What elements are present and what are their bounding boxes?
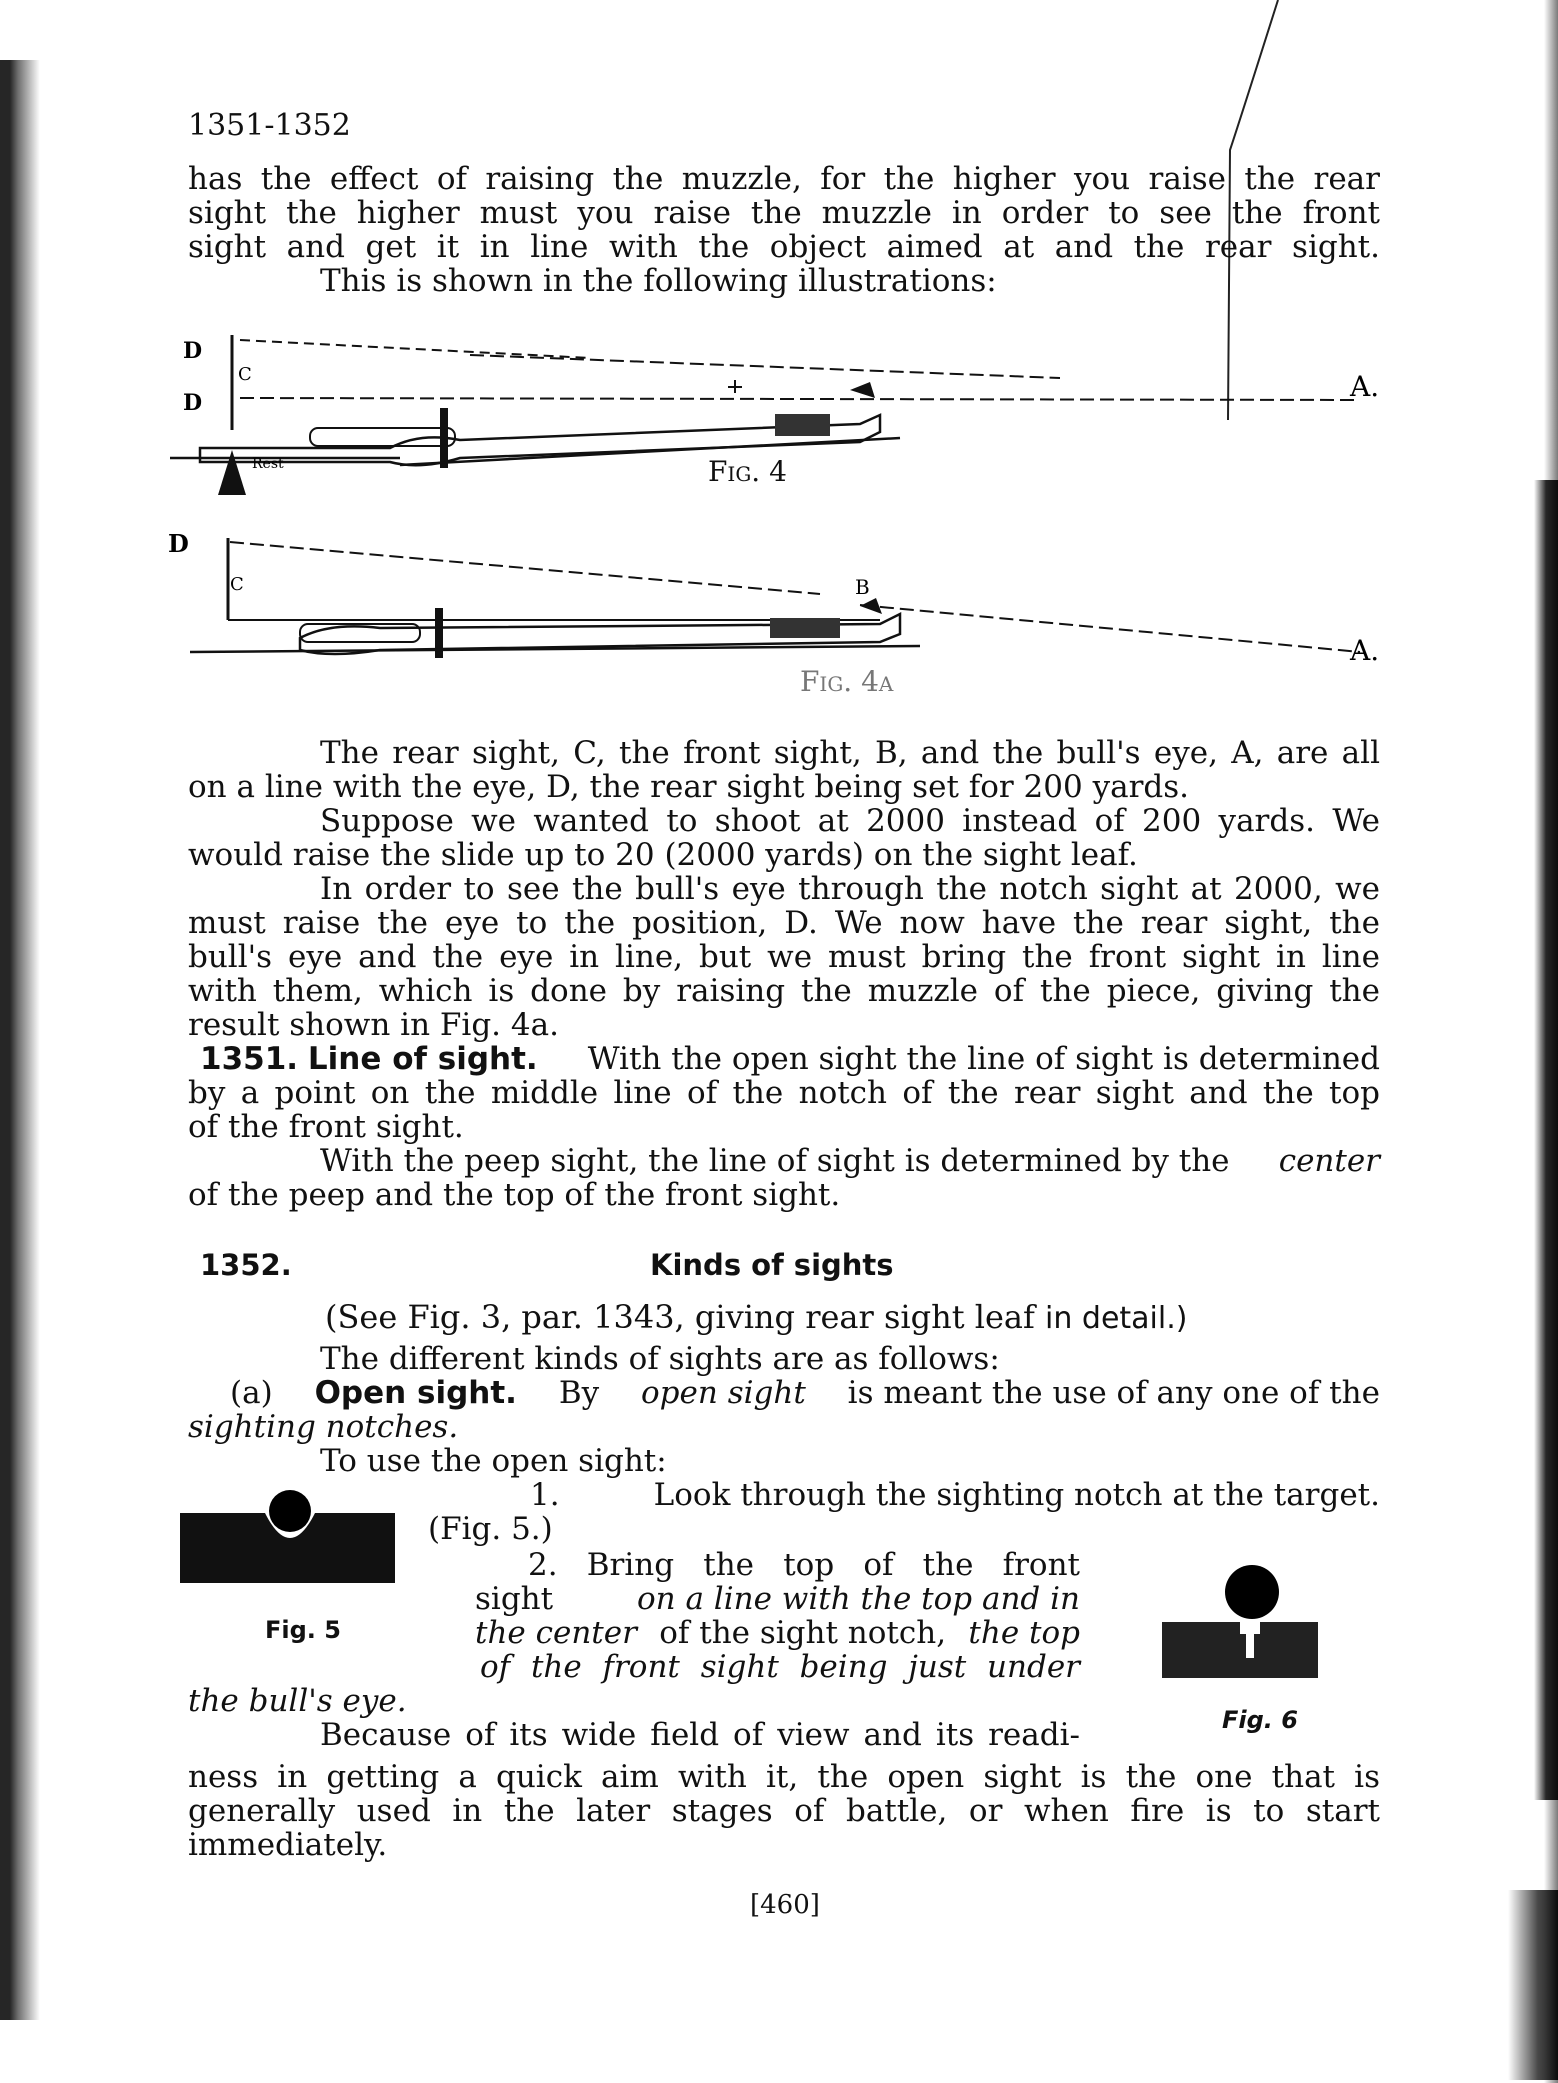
text-italic: the top bbox=[968, 1615, 1080, 1651]
text-line: Suppose we wanted to shoot at 2000 instead of 200 yards. We bbox=[320, 803, 1380, 839]
text-line: (Fig. 5.) bbox=[428, 1511, 553, 1547]
figure-4a bbox=[160, 510, 1420, 710]
figure-4 bbox=[160, 320, 1420, 500]
text-line: The rear sight, C, the front sight, B, and the bull's eye, A, are all bbox=[320, 735, 1380, 771]
text-line: (See Fig. 3, par. 1343, giving rear sight leaf bbox=[325, 1298, 1035, 1336]
text-line: ness in getting a quick aim with it, the open sight is the one that is bbox=[188, 1759, 1380, 1795]
label-d-top: D bbox=[183, 338, 203, 364]
text-line: bull's eye and the eye in line, but we must bring the front sight in line bbox=[188, 939, 1380, 975]
section-heading: Kinds of sights bbox=[650, 1248, 894, 1282]
step-2-line bbox=[475, 1616, 1080, 1651]
fig4a-caption: Fig. 4a bbox=[800, 665, 894, 698]
label-d: D bbox=[183, 390, 203, 416]
step-1-line bbox=[530, 1478, 1380, 1513]
label-a: A. bbox=[1350, 634, 1380, 667]
text-line: result shown in Fig. 4a. bbox=[188, 1007, 559, 1043]
text-line: sight and get it in line with the object aimed at and the rear sight. bbox=[188, 229, 1380, 265]
text-line: of the sight notch, bbox=[659, 1615, 947, 1651]
text-italic: the bull's eye. bbox=[188, 1683, 407, 1719]
fig4-caption: Fig. 4 bbox=[708, 455, 787, 488]
label-c: C bbox=[238, 364, 252, 385]
rifle-diagram-fig4 bbox=[160, 320, 1420, 500]
text-line: The different kinds of sights are as follows: bbox=[320, 1341, 1000, 1377]
fig6-caption: Fig. 6 bbox=[1222, 1706, 1298, 1734]
text-italic: on a line with the top and in bbox=[636, 1581, 1080, 1617]
text-line: Because of its wide field of view and its readi- bbox=[320, 1717, 1080, 1753]
text-line: would raise the slide up to 20 (2000 yards) on the sight leaf. bbox=[188, 837, 1138, 873]
text-italic: open sight bbox=[641, 1375, 806, 1411]
label-rest: Rest bbox=[252, 456, 284, 472]
text-line: must raise the eye to the position, D. We now have the rear sight, the bbox=[188, 905, 1380, 941]
step-number: 1. bbox=[530, 1477, 560, 1513]
section-number: 1352. bbox=[200, 1248, 292, 1282]
label-a: A. bbox=[1350, 370, 1380, 403]
text-line: of the peep and the top of the front sight. bbox=[188, 1177, 841, 1213]
scan-edge-corner-right bbox=[1508, 1890, 1558, 2080]
text-line: of the front sight. bbox=[188, 1109, 464, 1145]
text-line: This is shown in the following illustrations: bbox=[320, 263, 997, 299]
figure-6 bbox=[1160, 1560, 1380, 1760]
text-line: is meant the use of any one of the bbox=[847, 1375, 1380, 1411]
text-italic: center bbox=[1278, 1143, 1380, 1179]
text-line: In order to see the bull's eye through the notch sight at 2000, we bbox=[320, 871, 1380, 907]
text-line: sight the higher must you raise the muzzle in order to see the front bbox=[188, 195, 1380, 231]
text-line: generally used in the later stages of battle, or when fire is to start bbox=[188, 1793, 1380, 1829]
text-line: With the peep sight, the line of sight is determined by the bbox=[320, 1143, 1230, 1179]
text-line: To use the open sight: bbox=[320, 1443, 667, 1479]
page-number: [460] bbox=[750, 1890, 820, 1920]
peep-line bbox=[320, 1144, 1380, 1179]
text-line: by a point on the middle line of the notch of the rear sight and the top bbox=[188, 1075, 1380, 1111]
text-line: on a line with the eye, D, the rear sight being set for 200 yards. bbox=[188, 769, 1190, 805]
item-label: (a) bbox=[230, 1375, 273, 1411]
text-line: has the effect of raising the muzzle, for the higher you raise the rear bbox=[188, 161, 1380, 197]
section-number: 1351. bbox=[200, 1041, 299, 1077]
note-line bbox=[325, 1300, 1187, 1337]
text-bold: in detail.) bbox=[1045, 1301, 1188, 1336]
section-title: Line of sight. bbox=[307, 1041, 538, 1077]
scan-edge-shadow bbox=[0, 60, 40, 2020]
item-title: Open sight. bbox=[314, 1375, 517, 1411]
text-line: Look through the sighting notch at the target. bbox=[653, 1477, 1380, 1513]
label-d: D bbox=[168, 529, 189, 558]
text-italic: sighting notches. bbox=[188, 1409, 459, 1445]
text-line: immediately. bbox=[188, 1827, 388, 1863]
text-line: sight bbox=[475, 1581, 554, 1617]
text-line: With the open sight the line of sight is determined bbox=[587, 1041, 1380, 1077]
page-range-header: 1351-1352 bbox=[188, 108, 351, 143]
open-sight-notch-drawing bbox=[180, 1488, 400, 1618]
section-1351-first-line bbox=[200, 1042, 1380, 1077]
text-line: 2. Bring the top of the front bbox=[528, 1547, 1080, 1583]
open-sight-line bbox=[230, 1376, 1380, 1411]
step-2-line bbox=[475, 1582, 1080, 1617]
scan-edge-bar-right bbox=[1534, 480, 1558, 1800]
label-b: B bbox=[855, 575, 870, 599]
fig5-caption: Fig. 5 bbox=[265, 1616, 341, 1644]
front-sight-drawing bbox=[1160, 1560, 1380, 1700]
text-italic: of the front sight being just under bbox=[480, 1649, 1080, 1685]
label-c: C bbox=[230, 574, 244, 595]
figure-5 bbox=[180, 1488, 400, 1648]
text-line: By bbox=[558, 1375, 600, 1411]
rifle-diagram-fig4a bbox=[160, 510, 1420, 710]
text-line: with them, which is done by raising the muzzle of the piece, giving the bbox=[188, 973, 1380, 1009]
text-italic: the center bbox=[475, 1615, 637, 1651]
